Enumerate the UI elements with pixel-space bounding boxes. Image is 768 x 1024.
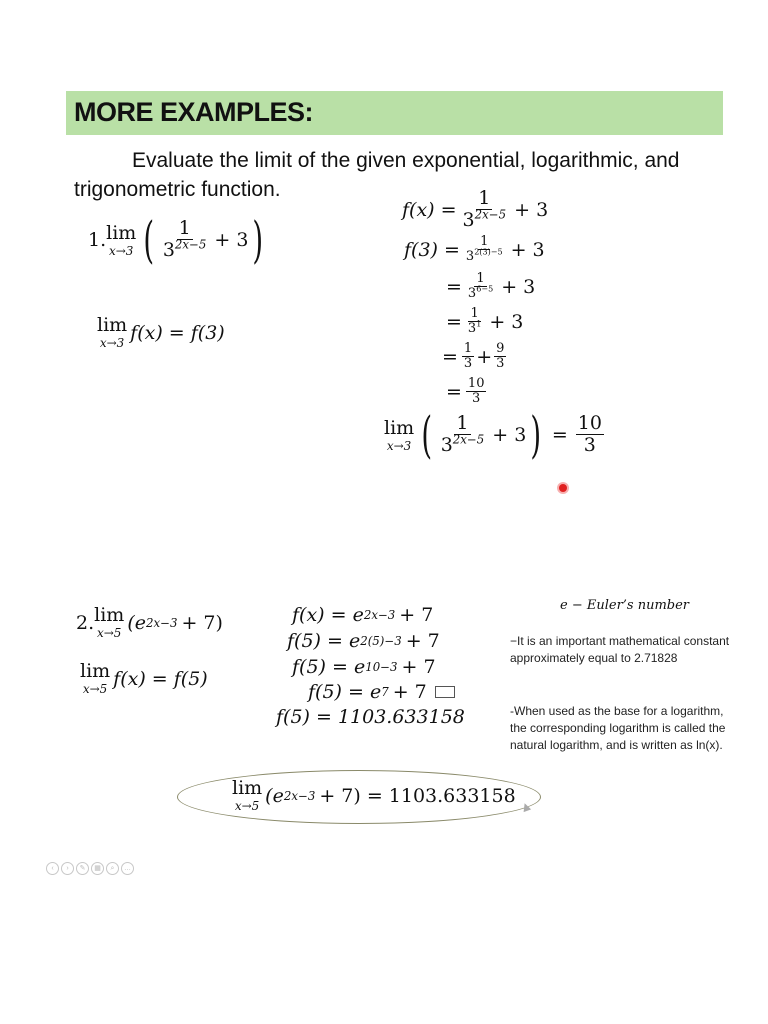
example1-step-1: f(x) = $\frac{1}{3^{2x-5}}$ + 3 <box>402 187 549 231</box>
example2-step-5: f(5) = 1103.633158 <box>276 706 465 728</box>
section-banner <box>66 91 723 135</box>
pen-icon[interactable]: ✎ <box>76 862 89 875</box>
example1-rule: lim x→3 f(x) = f(3) <box>97 314 225 350</box>
euler-title: e − Euler’s number <box>560 598 690 613</box>
slides-icon[interactable]: ▦ <box>91 862 104 875</box>
example2-rule: lim x→5 f(x) = f(5) <box>80 660 208 696</box>
example2-step-3: f(5) = e 10−3 + 7 <box>292 656 436 678</box>
limit-operator: lim x→3 <box>106 221 137 258</box>
example2-problem: 2. lim x→5 (e 2x−3 + 7) <box>76 604 223 640</box>
fraction: $\frac{1}{3^{2x-5}}$ <box>162 217 207 262</box>
example2-step-4: f(5) = e 7 + 7 <box>308 681 455 703</box>
example1-step-2: f(3) = $\frac{1}{3^{2(3)-5}}$ + 3 <box>404 234 545 265</box>
example1-problem: 1. lim x→3 ( $\frac{1}{3^{2x-5}}$ + 3 ) <box>88 211 264 269</box>
next-icon[interactable]: › <box>61 862 74 875</box>
euler-note-2: -When used as the base for a logarithm, the corresponding logarithm is called the natural logarithm, and is written as ln(x). <box>510 704 726 752</box>
pointer-dot <box>559 484 567 492</box>
example1-step-3: = $\frac{1}{3^{6-5}}$ + 3 <box>446 271 536 302</box>
example1-step-4: = $\frac{1}{3^1}$ + 3 <box>446 306 524 337</box>
example2-step-2: f(5) = e 2(5)−3 + 7 <box>287 630 440 652</box>
example2-final-answer: lim x→5 (e 2x−3 + 7) = 1103.633158 <box>232 777 516 813</box>
section-title: MORE EXAMPLES: <box>74 97 314 127</box>
example1-final-answer: lim x→3 ( $\frac{1}{3^{2x-5}}$ + 3 ) = $\frac{10}{3}$ <box>384 406 602 464</box>
placeholder-box <box>435 686 455 698</box>
more-icon[interactable]: … <box>121 862 134 875</box>
slide-toolbar <box>46 862 134 875</box>
example2-step-1: f(x) = e 2x−3 + 7 <box>292 604 434 626</box>
zoom-icon[interactable]: ⌕ <box>106 862 119 875</box>
previous-icon[interactable]: ‹ <box>46 862 59 875</box>
euler-note-1: −It is an important mathematical constant approximately equal to 2.71828 <box>510 634 730 665</box>
example1-step-5: = $\frac{1}{3}$ + $\frac{9}{3}$ <box>442 341 505 372</box>
example1-step-6: = $\frac{10}{3}$ <box>446 376 485 407</box>
instructions-sentence: Evaluate the limit of the given exponential, logarithmic, and trigonometric function. <box>74 149 680 201</box>
